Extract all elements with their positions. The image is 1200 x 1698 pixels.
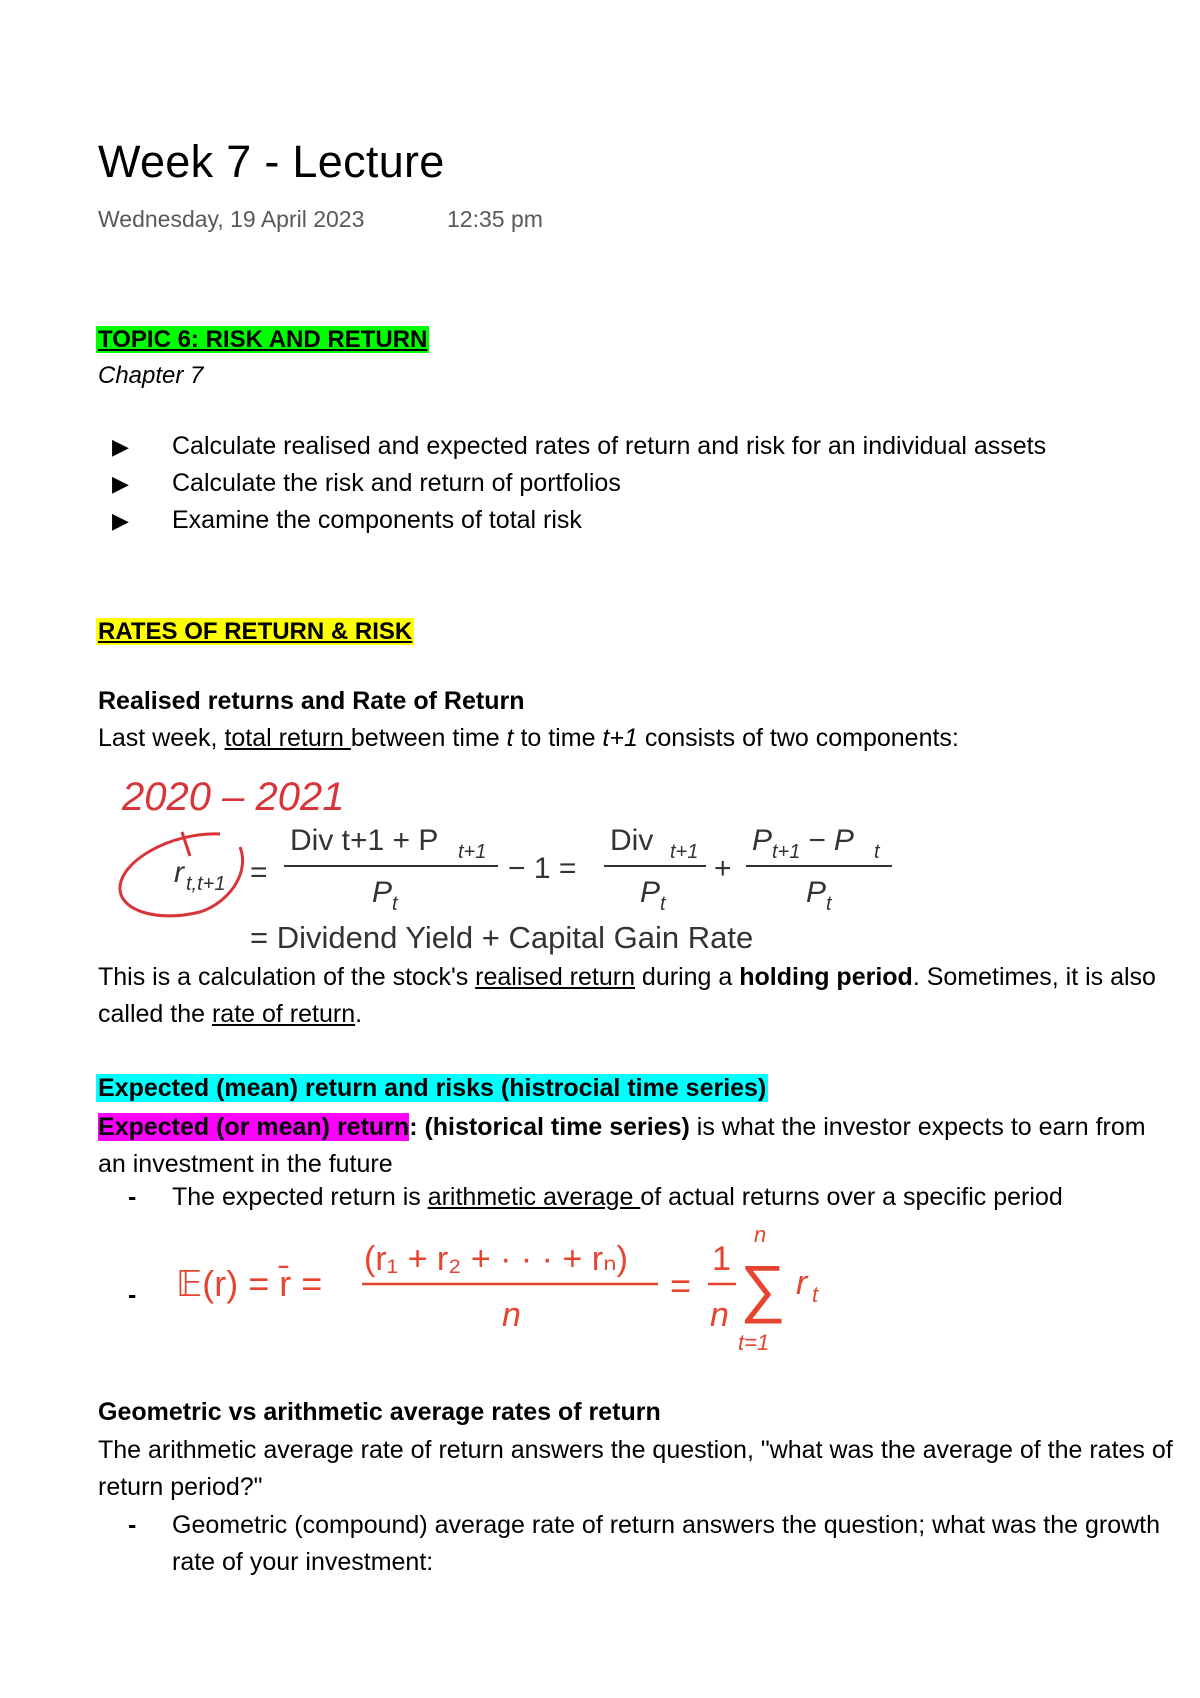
expected-colon: :: [409, 1113, 418, 1141]
sum-upper-limit: n: [754, 1222, 767, 1247]
formula2-numerator: (r₁ + r₂ + · · · + rₙ): [364, 1240, 628, 1278]
list-item: [128, 1507, 1178, 1581]
handwritten-note: 2020 – 2021: [122, 775, 345, 819]
intro-line: [98, 724, 959, 753]
list-item: [112, 469, 621, 498]
dash-marker: -: [128, 1183, 137, 1211]
fraction3-num-tail-sub: t: [874, 841, 880, 863]
var-t: t: [506, 724, 514, 752]
expected-paragraph: [98, 1109, 1178, 1183]
formula2-lhs: 𝔼(r) = r̄ =: [176, 1263, 323, 1304]
sigma-icon: ∑: [740, 1252, 786, 1324]
arithmetic-average-term: arithmetic average: [427, 1183, 641, 1211]
total-return-term: total return: [224, 724, 351, 752]
expected-label: Expected (or mean) return: [98, 1113, 410, 1141]
sum-lower-limit: t=1: [738, 1330, 770, 1355]
intro-text: consists of two components:: [637, 724, 959, 752]
formula2-one: 1: [712, 1240, 731, 1278]
dash-marker: -: [128, 1511, 137, 1539]
fraction1-numerator: Div t+1 + P: [290, 824, 439, 857]
fraction1-denominator: P: [372, 876, 393, 909]
fraction2-numerator: Div: [610, 824, 654, 857]
formula-line2: = Dividend Yield + Capital Gain Rate: [250, 920, 754, 955]
intro-text: to time: [513, 724, 603, 752]
expected-rest: is what the investor expects to earn from an investment in the future: [98, 1113, 1146, 1178]
sum-term: r: [796, 1264, 808, 1302]
expected-heading-wrap: [96, 1074, 768, 1103]
explain-text: This is a calculation of the stock's: [98, 963, 476, 991]
chapter-label: Chapter 7: [98, 362, 204, 389]
bullet-arrow-icon: ▶: [112, 434, 129, 459]
list-item: [112, 432, 1046, 461]
intro-text: Last week,: [98, 724, 225, 752]
bullet-arrow-icon: ▶: [112, 471, 129, 496]
geometric-subheading: Geometric vs arithmetic average rates of return: [98, 1398, 661, 1426]
fraction3-num-sub: t+1: [772, 841, 801, 863]
rate-of-return-term: rate of return: [211, 1000, 356, 1028]
formula-lhs-sub: t,t+1: [186, 873, 226, 895]
dash-text: Geometric (compound) average rate of return answers the question; what was the growth rate of your investment:: [172, 1511, 1161, 1576]
list-item: [128, 1183, 1063, 1212]
explain-paragraph: [98, 959, 1178, 1033]
realised-return-formula: [100, 762, 920, 962]
formula-lhs-r: r: [174, 856, 184, 889]
fraction1-den-sub: t: [392, 893, 398, 915]
list-item: [112, 506, 582, 535]
bullet-text: Examine the components of total risk: [172, 506, 582, 534]
formula2-equals: =: [670, 1265, 692, 1306]
expected-bold-part: (historical time series): [417, 1113, 690, 1141]
realised-subheading: Realised returns and Rate of Return: [98, 687, 525, 715]
fraction2-denominator: P: [640, 876, 661, 909]
bullet-arrow-icon: ▶: [112, 508, 129, 533]
dash-marker: -: [128, 1281, 137, 1309]
explain-text: . Sometimes, it is also called the: [98, 963, 1156, 1028]
fraction1-num-sub: t+1: [458, 841, 487, 863]
list-item: [128, 1281, 172, 1310]
rates-heading-wrap: [96, 618, 414, 646]
rates-heading: RATES OF RETURN & RISK: [98, 618, 413, 645]
fraction3-denominator: P: [806, 876, 827, 909]
formula-plus: +: [714, 852, 732, 885]
var-t1: t+1: [602, 724, 638, 752]
sum-term-sub: t: [812, 1282, 819, 1307]
formula2-denominator: n: [502, 1296, 521, 1334]
topic-heading: TOPIC 6: RISK AND RETURN: [98, 326, 428, 353]
fraction2-den-sub: t: [660, 893, 666, 915]
page-time: 12:35 pm: [447, 206, 543, 232]
fraction3-den-sub: t: [826, 893, 832, 915]
formula-equals: =: [250, 856, 268, 889]
intro-text: between time: [350, 724, 507, 752]
dash-text: of actual returns over a specific period: [640, 1183, 1063, 1211]
fraction2-num-sub: t+1: [670, 841, 699, 863]
page-date: Wednesday, 19 April 2023: [98, 206, 365, 232]
explain-text: during a: [634, 963, 740, 991]
holding-period-term: holding period: [739, 963, 913, 991]
minus-one: − 1 =: [508, 852, 577, 885]
expected-heading: Expected (mean) return and risks (histrocial time series): [98, 1074, 767, 1102]
topic-heading-wrap: [96, 326, 429, 354]
fraction3-num-tail: − P: [808, 824, 854, 857]
bullet-text: Calculate realised and expected rates of return and risk for an individual assets: [172, 432, 1047, 460]
geometric-paragraph: The arithmetic average rate of return answers the question, "what was the average of the rates of return period?": [98, 1436, 1173, 1501]
fraction3-numerator: P: [752, 824, 773, 857]
page-title: Week 7 - Lecture: [98, 136, 445, 187]
realised-return-term: realised return: [475, 963, 635, 991]
formula2-n: n: [710, 1296, 729, 1334]
explain-text: .: [355, 1000, 363, 1028]
bullet-text: Calculate the risk and return of portfolios: [172, 469, 621, 497]
dash-text: The expected return is: [172, 1183, 428, 1211]
expected-return-formula: [170, 1222, 850, 1362]
